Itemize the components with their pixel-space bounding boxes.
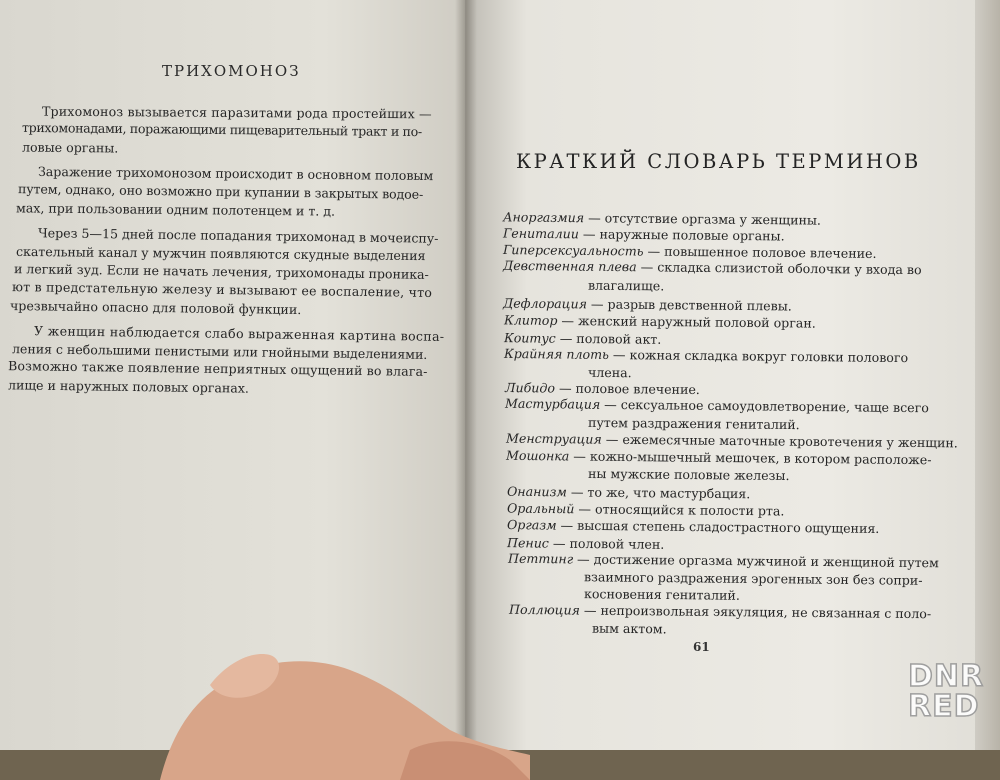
watermark-line-1: DNR — [908, 659, 985, 694]
left-text-line: ют в предстательную железу и вызывают ее воспаление, что — [11, 279, 433, 300]
glossary-definition: ны мужские половые железы. — [587, 465, 790, 484]
glossary-term: Мошонка — [505, 447, 570, 464]
left-text-line: Трихомоноз вызывается паразитами рода простейших — — [41, 103, 432, 122]
glossary-term: Клитор — [503, 312, 558, 328]
glossary-definition: — половое влечение. — [554, 380, 700, 398]
glossary-definition: — кожно-мышечный мешочек, в котором расположе- — [569, 448, 932, 468]
left-text-line: Возможно также появление неприятных ощущений во влага- — [7, 358, 428, 379]
glossary-definition: — женский наружный половой орган. — [557, 312, 816, 331]
glossary-definition: — относящийся к полости рта. — [574, 501, 785, 519]
glossary-definition: путем раздражения гениталий. — [587, 414, 800, 433]
left-text-line: Заражение трихомонозом происходит в основном половым — [37, 163, 434, 184]
glossary-definition: вым актом. — [591, 620, 667, 637]
glossary-definition: — сексуальное самоудовлетворение, чаще всего — [600, 396, 929, 416]
glossary-term: Мастурбация — [504, 395, 601, 412]
glossary-definition: — складка слизистой оболочки у входа во — [636, 259, 922, 278]
glossary-definition: взаимного раздражения эрогенных зон без сопри- — [583, 569, 923, 588]
glossary-term: Онанизм — [506, 483, 567, 500]
glossary-definition: — разрыв девственной плевы. — [586, 296, 792, 314]
left-page-heading: ТРИХОМОНОЗ — [162, 62, 301, 80]
left-text-line: трихомонадами, поражающими пищеварительный тракт и по- — [21, 119, 422, 140]
left-text-line: У женщин наблюдается слабо выраженная картина воспа- — [33, 323, 445, 344]
glossary-entry — [592, 620, 667, 638]
glossary-definition: члена. — [587, 364, 632, 381]
left-text-line: лище и наружных половых органах. — [7, 377, 250, 396]
glossary-definition: — ежемесячные маточные кровотечения у женщин. — [601, 431, 958, 451]
dnr-red-watermark — [908, 659, 994, 732]
left-text-line: и легкий зуд. Если не начать лечения, трихомонады проника- — [13, 261, 429, 282]
left-text-line: чрезвычайно опасно для половой функции. — [9, 297, 302, 318]
finger-image — [150, 640, 530, 780]
glossary-definition: — наружные половые органы. — [578, 226, 785, 244]
left-text-line: ления с небольшими пенистыми или гнойными выделениями. — [11, 341, 428, 362]
glossary-term: Оргазм — [506, 517, 557, 533]
left-text-line: мах, при пользовании одним полотенцем и т. д. — [15, 200, 336, 219]
glossary-definition: — половой акт. — [555, 330, 662, 347]
glossary-term: Дефлорация — [502, 295, 588, 312]
glossary-term: Аноргазмия — [502, 209, 585, 226]
glossary-term: Менструация — [505, 430, 602, 447]
glossary-term: Либидо — [504, 379, 556, 396]
glossary-definition: — достижение оргазма мужчиной и женщиной путем — [573, 551, 939, 571]
right-page-heading: КРАТКИЙ СЛОВАРЬ ТЕРМИНОВ — [516, 150, 921, 173]
glossary-definition: — отсутствие оргазма у женщины. — [584, 210, 822, 228]
glossary-definition: — повышенное половое влечение. — [643, 243, 877, 261]
left-text-line: ловые органы. — [21, 139, 119, 156]
left-text-line: скательный канал у мужчин появляются скудные выделения — [15, 243, 426, 264]
book-spine — [455, 0, 477, 750]
glossary-definition: — высшая степень сладострастного ощущения. — [556, 517, 880, 536]
glossary-definition: косновения гениталий. — [583, 586, 740, 603]
right-page — [465, 0, 980, 750]
glossary-definition: — половой член. — [548, 535, 665, 552]
left-text-line: Через 5—15 дней после попадания трихомонад в мочеиспу- — [37, 225, 439, 246]
glossary-term: Коитус — [503, 330, 556, 346]
glossary-entry — [588, 465, 790, 485]
left-text-line: путем, однако, оно возможно при купании в закрытых водое- — [17, 181, 424, 202]
glossary-term: Гениталии — [502, 225, 579, 242]
glossary-term: Крайняя плоть — [503, 345, 610, 362]
glossary-term: Пенис — [506, 535, 549, 551]
glossary-definition: — кожная складка вокруг головки полового — [608, 346, 909, 366]
glossary-term: Поллюция — [508, 601, 581, 618]
glossary-definition: — непроизвольная эякуляция, не связанная с поло- — [579, 602, 932, 622]
watermark-line-2: RED — [908, 689, 980, 724]
glossary-entry — [588, 277, 664, 295]
glossary-term: Оральный — [506, 500, 575, 517]
page-number: 61 — [693, 640, 710, 654]
glossary-term: Гиперсексуальность — [502, 242, 644, 259]
glossary-term: Девственная плева — [502, 257, 637, 275]
glossary-definition: — то же, что мастурбация. — [566, 484, 751, 502]
glossary-definition: влагалище. — [587, 277, 665, 294]
page-edge — [975, 0, 1000, 750]
glossary-term: Петтинг — [507, 550, 574, 567]
